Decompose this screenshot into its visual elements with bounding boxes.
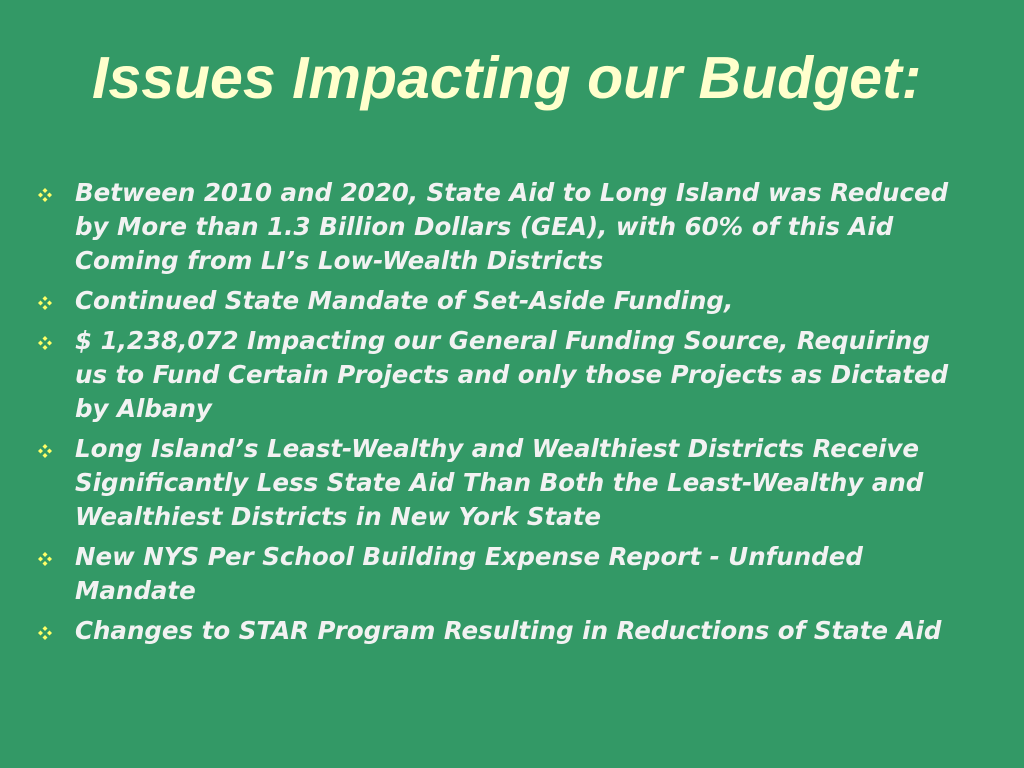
- bullet-text: New NYS Per School Building Expense Report - Unfunded Mandate: [75, 542, 863, 605]
- diamond-cluster-icon: [38, 444, 52, 458]
- bullet-item: [0, 324, 960, 426]
- bullet-text: Long Island’s Least-Wealthy and Wealthiest Districts Receive Significantly Less State Aid Than Both the Least-Wealthy and Wealthiest Districts in New York State: [75, 434, 924, 531]
- bullet-item: [0, 176, 960, 278]
- diamond-cluster-icon: [38, 552, 52, 566]
- bullet-item: [0, 432, 960, 534]
- diamond-cluster-icon: [38, 296, 52, 310]
- diamond-cluster-icon: [38, 188, 52, 202]
- bullet-item: [0, 614, 960, 648]
- bullet-text: Changes to STAR Program Resulting in Reductions of State Aid: [75, 616, 942, 645]
- bullet-list: [0, 176, 1024, 654]
- bullet-text: $ 1,238,072 Impacting our General Funding Source, Requiring us to Fund Certain Projects and only those Projects as Dictated by Albany: [75, 326, 949, 423]
- bullet-text: Between 2010 and 2020, State Aid to Long Island was Reduced by More than 1.3 Billion Dollars (GEA), with 60% of this Aid Coming from LI’s Low-Wealth Districts: [75, 178, 949, 275]
- bullet-item: [0, 540, 960, 608]
- diamond-cluster-icon: [38, 336, 52, 350]
- bullet-item: [0, 284, 960, 318]
- diamond-cluster-icon: [38, 626, 52, 640]
- bullet-text: Continued State Mandate of Set-Aside Funding,: [75, 286, 734, 315]
- slide-title: Issues Impacting our Budget:: [92, 45, 922, 111]
